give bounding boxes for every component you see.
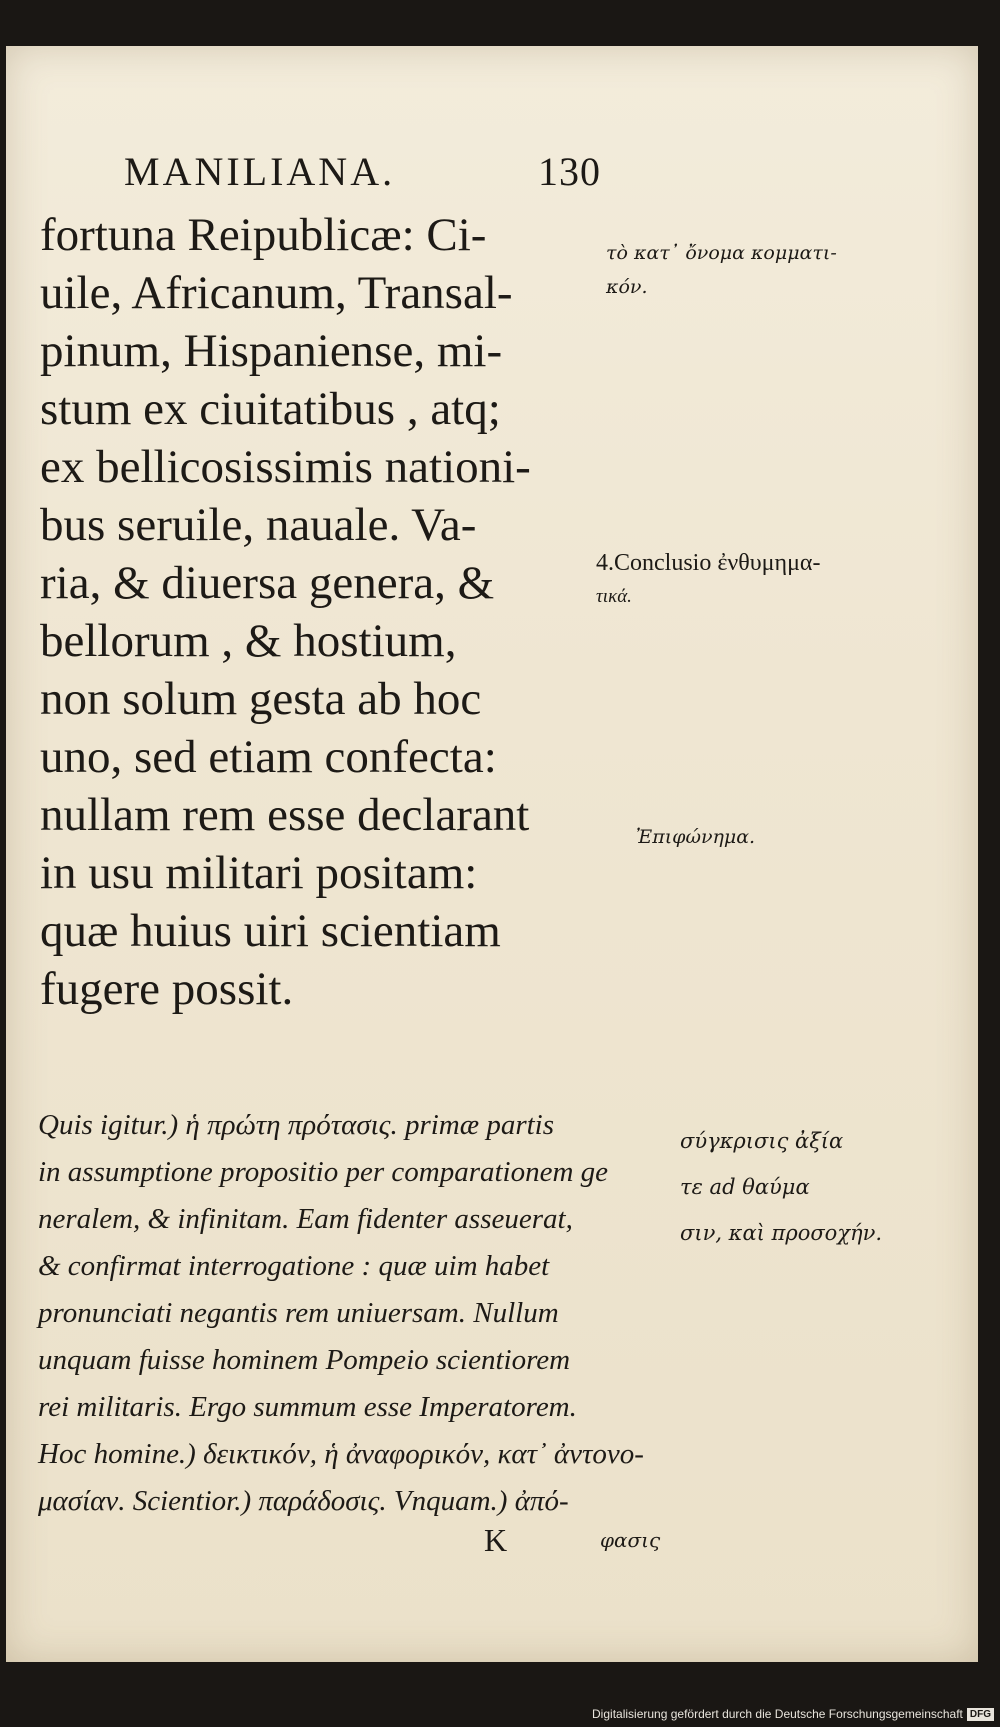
margin-note-line: σιν, καὶ προσοχήν. [680,1221,883,1245]
main-text-line: uile, Africanum, Transal- [40,267,513,319]
main-text-line: in usu militari positam: [40,847,478,899]
margin-note-line: Ἐπιφώνημα. [636,826,756,848]
commentary-line: pronunciati negantis rem uniuersam. Nullum [38,1297,559,1329]
margin-note-line: τικά. [596,586,632,607]
commentary-line: Hoc homine.) δεικτικόν, ἡ ἀναφορικόν, κατ᾽ ἀντονο- [38,1438,644,1470]
main-text-line: bellorum , & hostium, [40,615,457,667]
dfg-logo-icon: DFG [967,1708,994,1721]
digitization-credit [592,1707,994,1721]
main-text-line: nullam rem esse declarant [40,789,530,841]
margin-note-2 [596,546,821,614]
main-text-line: uno, sed etiam confecta: [40,731,497,783]
commentary-line: μασίαν. Scientior.) παράδοσις. Vnquam.) ἀπό- [38,1485,569,1517]
margin-note-line: κόν. [606,276,648,298]
main-text-block [40,206,610,1018]
margin-note-line: 4.Conclusio ἐνθυμημα- [596,550,821,576]
commentary-line: unquam fuisse hominem Pompeio scientiorem [38,1344,571,1376]
margin-note-line: σύγκρισις ἀξία [680,1129,844,1153]
commentary-line: Quis igitur.) ἡ πρώτη πρότασις. primæ partis [38,1109,555,1141]
main-text-line: ria, & diuersa genera, & [40,557,495,609]
page-number: 130 [538,149,601,194]
main-text-line: non solum gesta ab hoc [40,673,482,725]
commentary-line: rei militaris. Ergo summum esse Imperatorem. [38,1391,577,1423]
signature-mark: K [484,1522,508,1558]
margin-note-1 [606,236,837,304]
margin-note-3 [636,820,755,854]
main-text-line: stum ex ciuitatibus , atq; [40,383,501,435]
commentary-line: in assumptione propositio per comparationem ge [38,1156,609,1188]
main-text-line: pinum, Hispaniense, mi- [40,325,503,377]
book-page [6,46,978,1662]
commentary-line: & confirmat interrogatione : quæ uim habet [38,1250,550,1282]
main-text-line: ex bellicosissimis nationi- [40,441,531,493]
margin-note-4 [680,1118,882,1256]
running-head-title: MANILIANA. [124,149,396,194]
main-text-line: fugere possit. [40,963,294,1015]
credit-text: Digitalisierung gefördert durch die Deutsche Forschungsgemeinschaft [592,1707,963,1721]
main-text-line: bus seruile, nauale. Va- [40,499,477,551]
catchword: φασις [600,1528,661,1552]
margin-note-line: τε ad θαύμα [680,1175,810,1199]
main-text-line: quæ huius uiri scientiam [40,905,501,957]
main-text-line: fortuna Reipublicæ: Ci- [40,209,487,261]
commentary-line: neralem, & infinitam. Eam fidenter asseuerat, [38,1203,573,1235]
commentary-block [38,1102,678,1525]
margin-note-line: τὸ κατ᾽ ὄνομα κομματι- [606,242,837,264]
running-head [124,148,604,195]
